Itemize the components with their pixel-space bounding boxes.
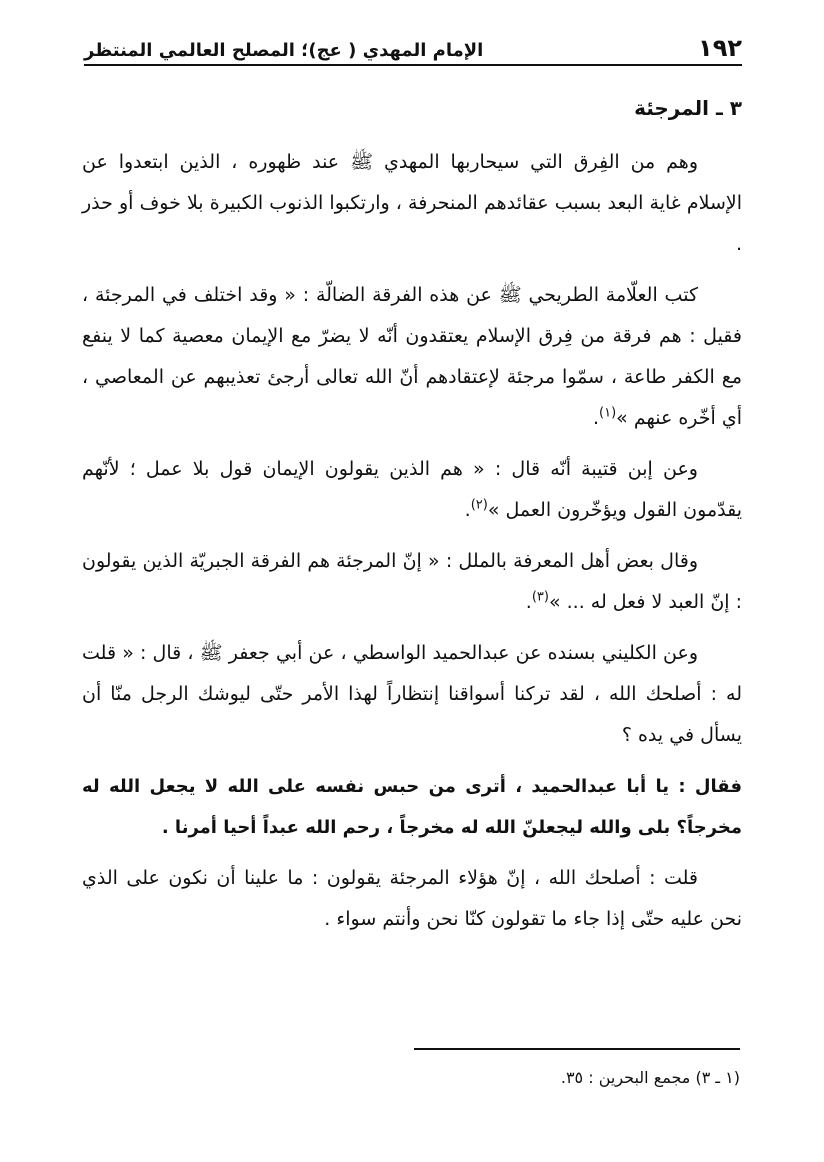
paragraph-text: وقال بعض أهل المعرفة بالملل : « إنّ المرجئة هم الفرقة الجبريّة الذين يقولون : إنّ العبد لا فعل له ... » bbox=[82, 550, 742, 613]
paragraph-4 bbox=[82, 541, 742, 623]
footnote-ref: (٣) bbox=[531, 589, 549, 605]
paragraph-2 bbox=[82, 275, 742, 439]
paragraph-text: كتب العلّامة الطريحي ﷺ عن هذه الفرقة الضالّة : « وقد اختلف في المرجئة ، فقيل : هم فرقة من فِرق الإسلام يعتقدون أنّه لا يضرّ مع الإيمان معصية كما لا ينفع مع الكفر طاعة ، سمّوا مرجئة لإعتقادهم أنّ الله تعالى أرجئ تعذيبهم عن المعاصي ، أي أخّره عنهم » bbox=[82, 284, 742, 429]
bold-paragraph: فقال : يا أبا عبدالحميد ، أترى من حبس نفسه على الله لا يجعل الله له مخرجاً؟ بلى والله ليجعلنّ الله له مخرجاً ، رحم الله عبداً أحيا أمرنا . bbox=[82, 776, 742, 838]
page-number: ١٩٢ bbox=[698, 34, 742, 62]
page-header bbox=[84, 26, 742, 66]
paragraph-text: وعن الكليني بسنده عن عبدالحميد الواسطي ، عن أبي جعفر ﷺ ، قال : « قلت له : أصلحك الله ، لقد تركنا أسواقنا إنتظاراً لهذا الأمر حتّى ليوشك الرجل منّا أن يسأل في يده ؟ bbox=[82, 642, 742, 746]
paragraph-text: وهم من الفِرق التي سيحاربها المهدي ﷺ عند ظهوره ، الذين ابتعدوا عن الإسلام غاية البعد بسبب عقائدهم المنحرفة ، وارتكبوا الذنوب الكبيرة بلا خوف أو حذر . bbox=[82, 151, 742, 255]
footnote-ref: (٢) bbox=[470, 497, 488, 513]
paragraph-text: وعن إبن قتيبة أنّه قال : « هم الذين يقولون الإيمان قول بلا عمل ؛ لأنّهم يقدّمون القول ويؤخّرون العمل » bbox=[82, 458, 742, 521]
paragraph-tail: . bbox=[592, 407, 600, 429]
paragraph-1 bbox=[82, 142, 742, 265]
footnote-ref: (١) bbox=[599, 405, 617, 421]
section-heading: ٣ ـ المرجئة bbox=[634, 96, 742, 120]
paragraph-3 bbox=[82, 449, 742, 531]
footnote: (١ ـ ٣) مجمع البحرين : ٣٥. bbox=[560, 1068, 740, 1087]
last-paragraph: قلت : أصلحك الله ، إنّ هؤلاء المرجئة يقولون : ما علينا أن نكون على الذي نحن عليه حتّى إذا جاء ما تقولون كنّا نحن وأنتم سواء . bbox=[82, 867, 742, 930]
running-title: الإمام المهدي ( عج)؛ المصلح العالمي المنتظر bbox=[84, 40, 484, 61]
page-body bbox=[82, 94, 742, 950]
paragraph-tail: . bbox=[525, 591, 532, 613]
paragraph-5 bbox=[82, 633, 742, 756]
paragraph-tail: . bbox=[464, 499, 471, 521]
footnote-divider bbox=[414, 1048, 740, 1050]
